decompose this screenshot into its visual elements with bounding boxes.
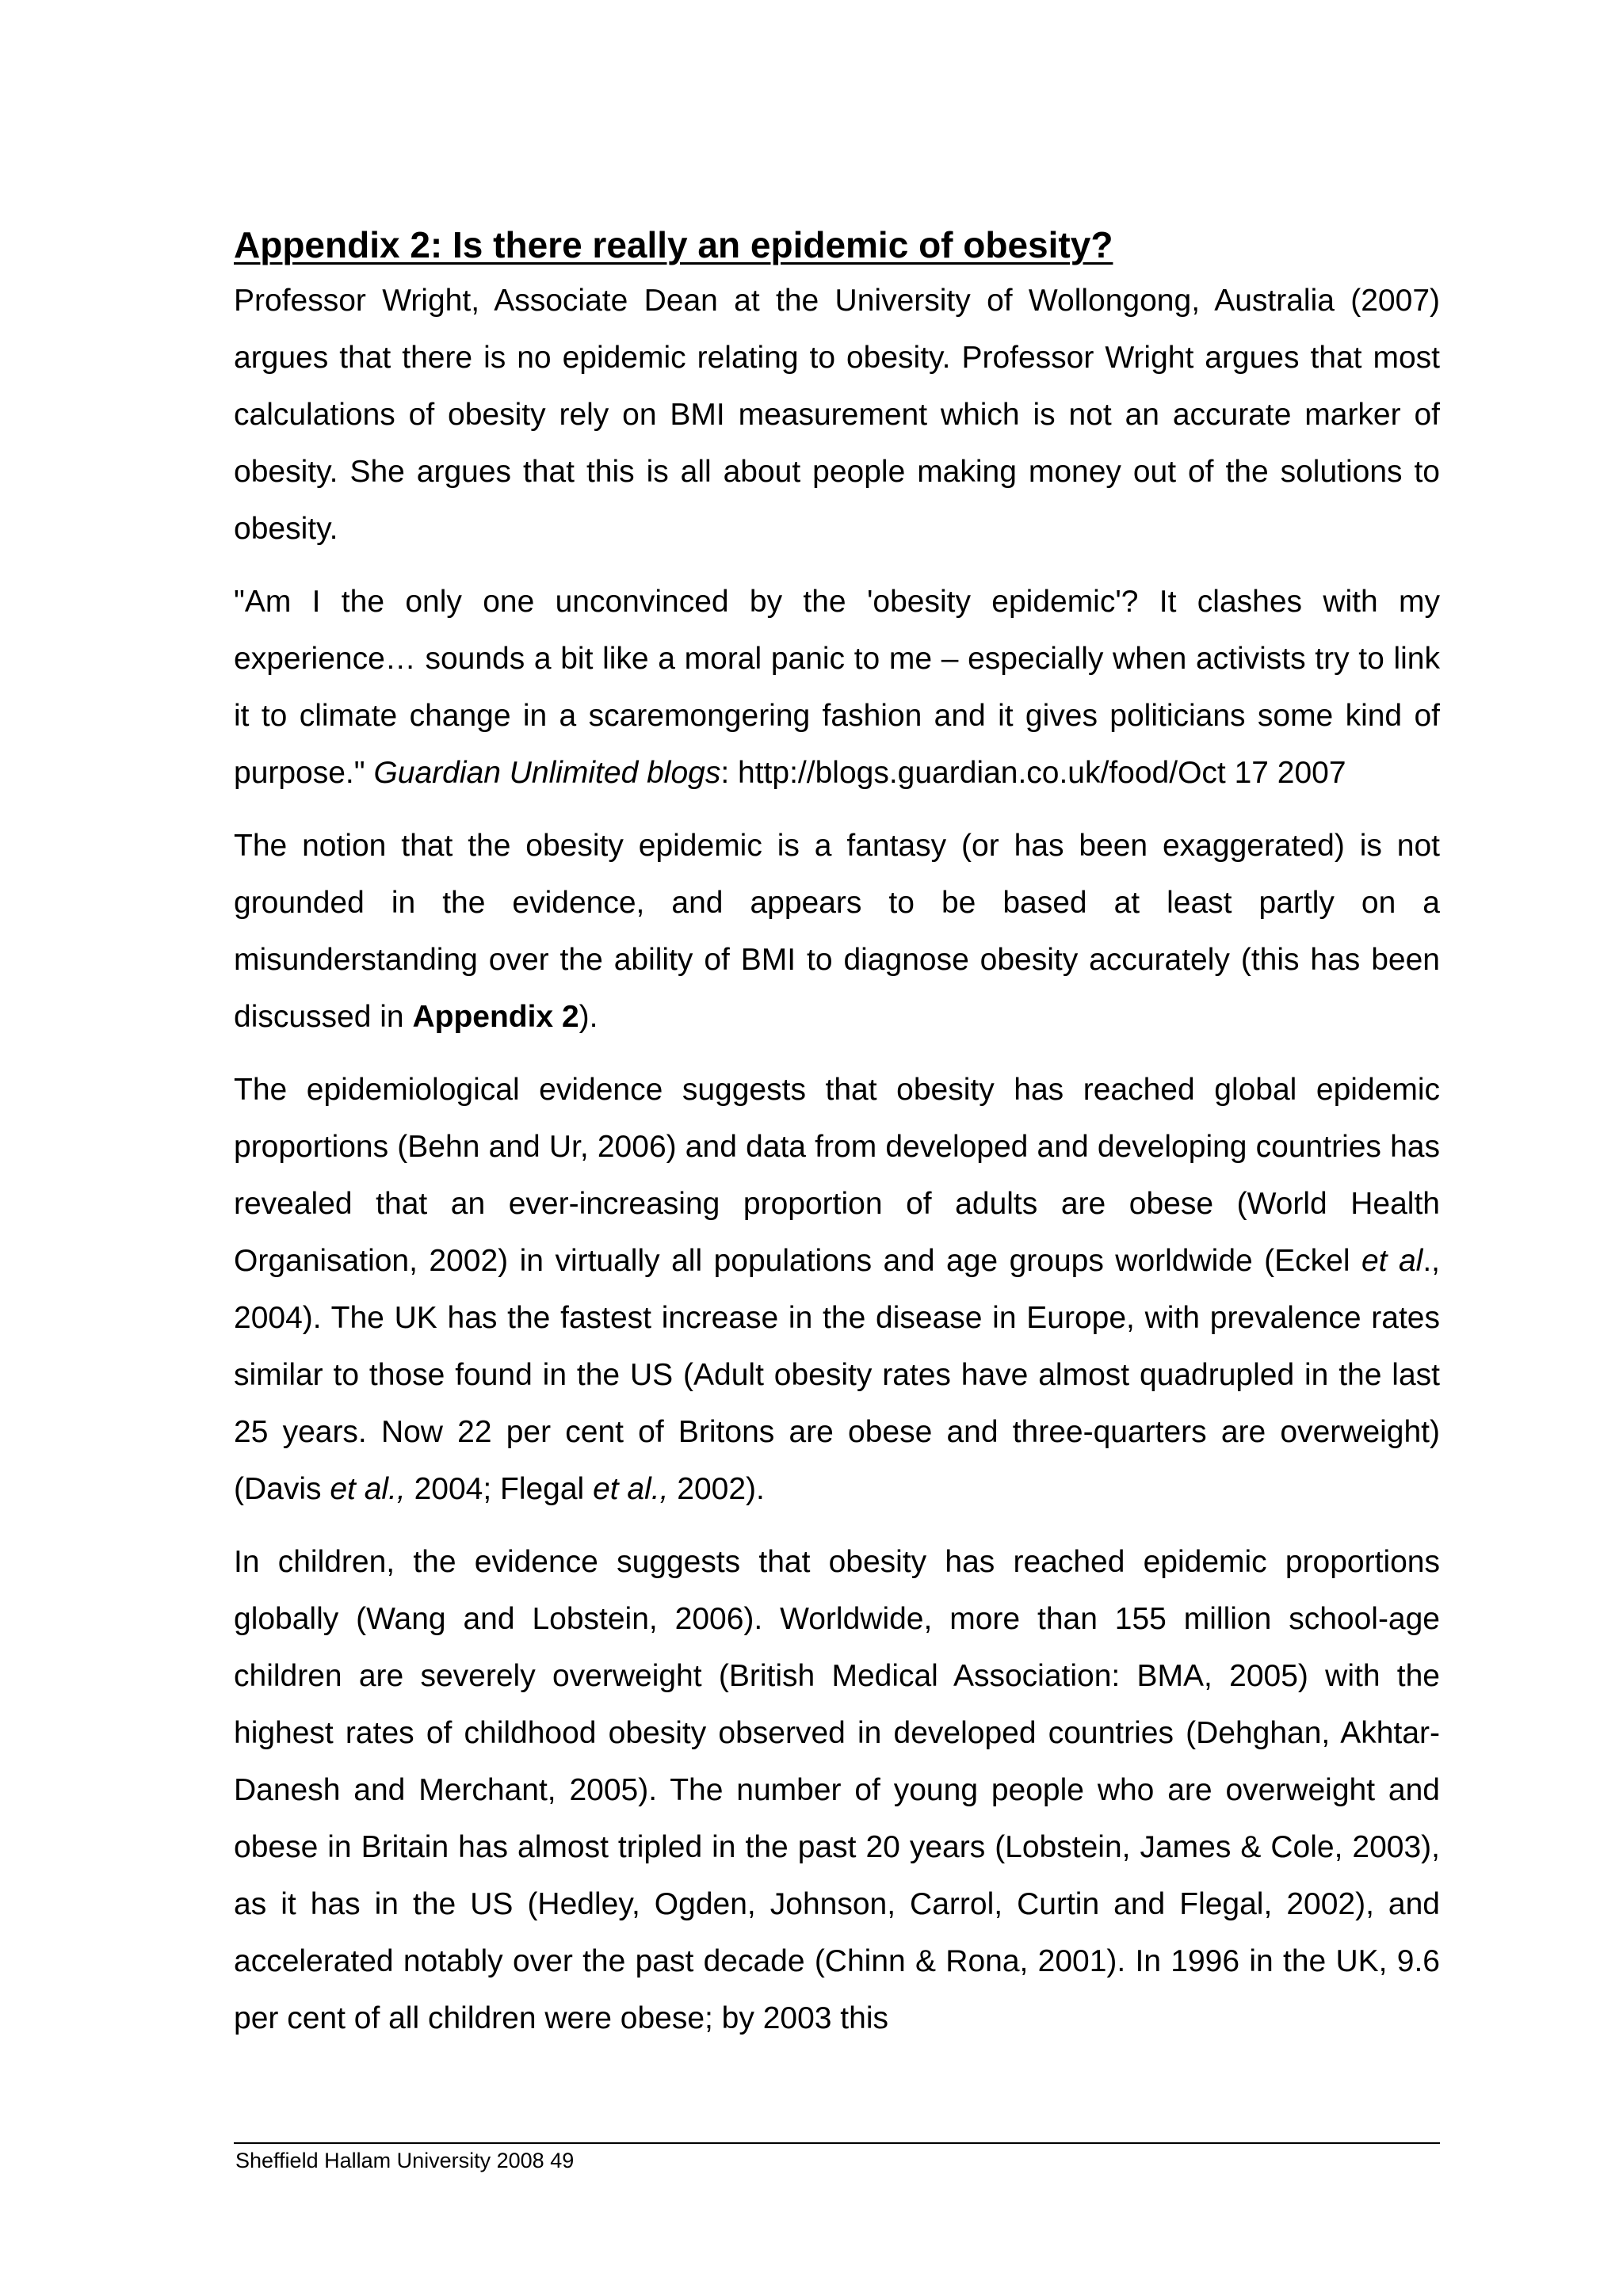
epidemiology-text-1: The epidemiological evidence suggests that obesity has reached global epidemic proportions (Behn and Ur, 2006) and data from developed and developing countries has revealed that an ever-increasing proportion of adults are obese (World Health Organisation, 2002) in virtually all populations and age groups worldwide (Eckel — [234, 1073, 1440, 1278]
et-al-3: et al., — [593, 1472, 669, 1506]
blog-source-url: : http://blogs.guardian.co.uk/food/Oct 17 2007 — [720, 756, 1346, 790]
footer-divider — [234, 2142, 1440, 2144]
page-body — [234, 223, 1440, 2063]
blog-quote-text: "Am I the only one unconvinced by the 'obesity epidemic'? It clashes with my experience… sounds a bit like a moral panic to me – especially when activists try to link it to climate change in a scaremongering fashion and it gives politicians some kind of purpose." — [234, 585, 1440, 790]
page-title: Appendix 2: Is there really an epidemic of obesity? — [234, 224, 1113, 265]
paragraph-children: In children, the evidence suggests that obesity has reached epidemic proportions globally (Wang and Lobstein, 2006). Worldwide, more than 155 million school-age children are severely overweight (British Medical Association: BMA, 2005) with the highest rates of childhood obesity observed in developed countries (Dehghan, Akhtar-Danesh and Merchant, 2005). The number of young people who are overweight and obese in Britain has almost tripled in the past 20 years (Lobstein, James & Cole, 2003), as it has in the US (Hedley, Ogden, Johnson, Carrol, Curtin and Flegal, 2002), and accelerated notably over the past decade (Chinn & Rona, 2001). In 1996 in the UK, 9.6 per cent of all children were obese; by 2003 this — [234, 1545, 1440, 2035]
page-footer: Sheffield Hallam University 2008 49 — [235, 2149, 575, 2172]
paragraph-wright: Professor Wright, Associate Dean at the University of Wollongong, Australia (2007) argues that there is no epidemic relating to obesity. Professor Wright argues that most calculations of obesity rely on BMI measurement which is not an accurate marker of obesity. She argues that this is all about people making money out of the solutions to obesity. — [234, 284, 1440, 546]
notion-text: The notion that the obesity epidemic is a fantasy (or has been exaggerated) is not grounded in the evidence, and appears to be based at least partly on a misunderstanding over the ability of BMI to diagnose obesity accurately (this has been discussed in — [234, 829, 1440, 1034]
paragraph-notion — [234, 818, 1440, 1046]
epidemiology-text-3: 2004; Flegal — [405, 1472, 594, 1506]
paragraph-blog-quote — [234, 574, 1440, 802]
paragraph-epidemiology — [234, 1062, 1440, 1518]
notion-end: ). — [579, 1000, 598, 1034]
et-al-2: et al., — [330, 1472, 406, 1506]
et-al-1: et al — [1361, 1244, 1423, 1278]
epidemiology-text-2: ., 2004). The UK has the fastest increase in the disease in Europe, with prevalence rates similar to those found in the US (Adult obesity rates have almost quadrupled in the last 25 years. Now 22 per cent of Britons are obese and three-quarters are overweight) (Davis — [234, 1244, 1440, 1506]
blog-source-name: Guardian Unlimited blogs — [373, 756, 721, 790]
appendix-reference: Appendix 2 — [412, 1000, 579, 1034]
epidemiology-text-4: 2002). — [668, 1472, 765, 1506]
